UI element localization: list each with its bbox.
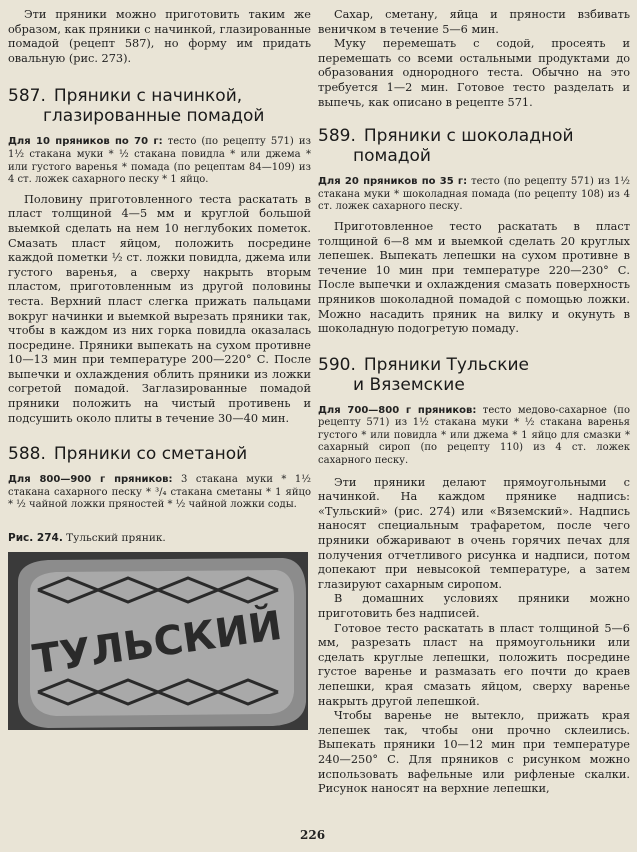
recipe-587-title xyxy=(8,86,311,126)
figure-caption-lead: Рис. 274. xyxy=(8,532,63,545)
figure-caption xyxy=(8,532,311,544)
figure-caption-text: Тульский пряник. xyxy=(66,532,166,545)
recipe-590-paragraph-2: В домашних условиях пряники можно приготовить без надписей. xyxy=(318,592,630,620)
recipe-590-number: 590. xyxy=(318,354,356,375)
recipe-590-ingredients xyxy=(318,405,630,468)
recipe-590-title-line1: Пряники Тульские xyxy=(363,354,529,375)
recipe-588-title xyxy=(8,444,311,464)
recipe-590-title-line2: и Вяземские xyxy=(353,374,465,395)
photo-inscription: ТУЛЬСКИЙ xyxy=(30,602,285,684)
recipe-587-ingredients-lead: Для 10 пряников по 70 г: xyxy=(8,136,163,148)
recipe-588-number: 588. xyxy=(8,444,46,465)
recipe-589-ingredients-lead: Для 20 пряников по 35 г: xyxy=(318,176,468,188)
recipe-587-ingredients-text: тесто (по рецепту 571) из 1½ стакана муки * ½ стакана повидла * или джема * или густого варенья * помада (по рецептам 84—109) из 4 ст. ложек сахарного песку * 1 яйцо. xyxy=(8,136,311,186)
recipe-589-title xyxy=(318,126,630,166)
recipe-590-ingredients-text: тесто медово-сахарное (по рецепту 571) из 1½ стакана муки * ½ стакана варенья густого * или повидла * или джема * 1 яйцо для смазки * сахарный сироп (по рецепту 110) из 4 ст. ложек сахарного песку. xyxy=(318,404,630,467)
recipe-588-ingredients xyxy=(8,474,311,512)
recipe-587-title-line2: глазированные помадой xyxy=(43,106,265,127)
recipe-587-title-line1: Пряники с начинкой, xyxy=(53,86,243,107)
gingerbread-photo xyxy=(8,552,308,730)
right-column xyxy=(318,8,630,797)
gingerbread-illustration xyxy=(8,552,308,730)
recipe-590-paragraph-4: Чтобы варенье не вытекло, прижать края лепешек так, чтобы они прочно склеились. Выпекать пряники 10—12 мин при температуре 240—250° С. Для пряников с рисунком можно использовать вафельные или рифленые скалки. Рисунок наносят на верхние лепешки, xyxy=(318,709,630,796)
recipe-588-step1: Сахар, сметану, яйца и пряности взбивать веничком в течение 5—6 мин. xyxy=(318,8,630,36)
recipe-589-text: Приготовленное тесто раскатать в пласт толщиной 6—8 мм и выемкой сделать 20 круглых лепешек. Выпекать лепешки на сухом противне в течение 10 мин при температуре 220—230° С. После выпечки и охлаждения смазать поверхность пряников шоколадной помадой с помощью ложки. Можно насадить пряник на вилку и окунуть в шоколадную подогретую помаду. xyxy=(318,219,630,336)
recipe-589-number: 589. xyxy=(318,126,356,147)
intro-paragraph: Эти пряники можно приготовить таким же образом, как пряники с начинкой, глазированные помадой (рецепт 587), но форму им придать овальную (рис. 273). xyxy=(8,8,311,65)
recipe-589-ingredients xyxy=(318,176,630,214)
recipe-589-ingredients-text: тесто (по рецепту 571) из 1½ стакана муки * шоколадная помада (по рецепту 108) из 4 ст. ложек сахарного песку. xyxy=(318,176,630,213)
recipe-590-ingredients-lead: Для 700—800 г пряников: xyxy=(318,404,477,416)
left-column xyxy=(8,8,311,730)
page-number: 226 xyxy=(300,828,326,842)
recipe-587-text: Половину приготовленного теста раскатать в пласт толщиной 4—5 мм и круглой большой выемкой сделать на нем 10 неглубоких пометок. Смазать пласт яйцом, положить посредине каждой пометки ½ ст. ложки повидла, джема или густого варенья, а сверху накрыть вторым пластом, приготовленным из другой половины теста. Верхний пласт слегка прижать пальцами вокруг начинки и выемкой вырезать пряники так, чтобы в каждом из них горка повидла оказалась посредине. Пряники выпекать на сухом противне 10—13 мин при температуре 200—220° С. После выпечки и охлаждения облить пряники из ложки согретой помадой. Заглазированные помадой пряники положить на чистый противень и подсушить около плиты в течение 30—40 мин. xyxy=(8,192,311,425)
recipe-590-paragraph-3: Готовое тесто раскатать в пласт толщиной 5—6 мм, разрезать пласт на прямоугольники или сделать круглые лепешки, положить посредине густое варенье и размазать его почти до краев лепешки, края смазать яйцом, сверху варенье накрыть другой лепешкой. xyxy=(318,621,630,708)
recipe-590-title xyxy=(318,355,630,395)
recipe-588-step2: Муку перемешать с содой, просеять и перемешать со всеми остальными продуктами до образования однородного теста. Обычно на это требуется 1—2 мин. Готовое тесто разделать и выпечь, как описано в рецепте 571. xyxy=(318,37,630,109)
recipe-587-ingredients xyxy=(8,136,311,186)
recipe-589-title-line2: помадой xyxy=(353,146,431,167)
recipe-587-number: 587. xyxy=(8,86,46,107)
recipe-589-title-line1: Пряники с шоколадной xyxy=(363,126,574,147)
recipe-588-ingredients-lead: Для 800—900 г пряников: xyxy=(8,474,173,486)
recipe-588-title-text: Пряники со сметаной xyxy=(53,444,248,465)
recipe-588-ingredients-text: 3 стакана муки * 1½ стакана сахарного песку * ³/₄ стакана сметаны * 1 яйцо * ½ чайной ложки пряностей * ½ чайной ложки соды. xyxy=(8,474,311,511)
recipe-590-paragraph-1: Эти пряники делают прямоугольными с начинкой. На каждом прянике надпись: «Тульский» (рис. 274) или «Вяземский». Надпись наносят специальным трафаретом, после чего пряники обжаривают в очень горячих печах для получения отчетливого рисунка и надписи, потом допекают при невысокой температуре, а затем глазируют сахарным сиропом. xyxy=(318,475,630,591)
